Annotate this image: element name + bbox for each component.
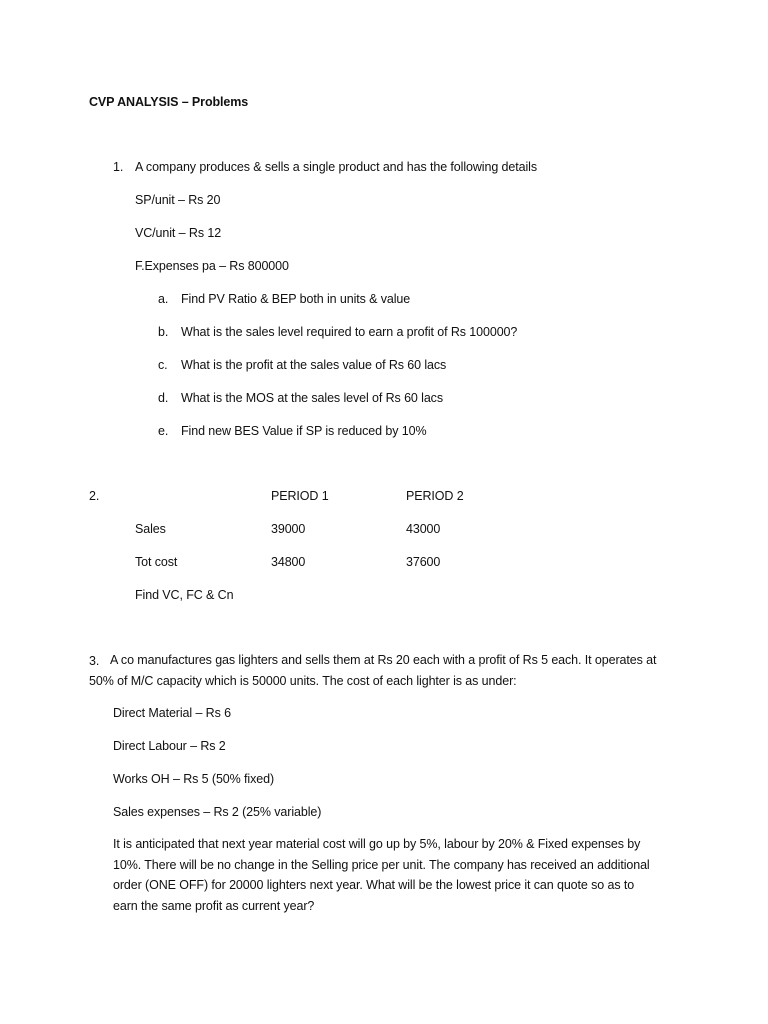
q2-number: 2.	[89, 489, 100, 503]
q1-number: 1.	[113, 160, 124, 174]
q1-part-d-text: What is the MOS at the sales level of Rs 60 lacs	[181, 391, 443, 405]
q3-cost-labour: Direct Labour – Rs 2	[113, 739, 226, 753]
q2-header-period1: PERIOD 1	[271, 489, 329, 503]
q2-row-totcost-label: Tot cost	[135, 555, 178, 569]
q2-row-sales-label: Sales	[135, 522, 166, 536]
q1-statement: A company produces & sells a single product and has the following details	[135, 160, 537, 174]
q3-cost-works-oh: Works OH – Rs 5 (50% fixed)	[113, 772, 275, 786]
q3-statement: A co manufactures gas lighters and sells them at Rs 20 each with a profit of Rs 5 each. It operates at 50% of M/C capacity which is 50000 units. The cost of each lighter is as under:	[89, 653, 657, 688]
q1-part-b-text: What is the sales level required to earn a profit of Rs 100000?	[181, 325, 518, 339]
q2-header-period2: PERIOD 2	[406, 489, 464, 503]
q2-row-sales-p2: 43000	[406, 522, 441, 536]
q1-detail-sp: SP/unit – Rs 20	[135, 193, 221, 207]
q1-part-e-text: Find new BES Value if SP is reduced by 10%	[181, 424, 427, 438]
q2-row-totcost-p2: 37600	[406, 555, 441, 569]
q3-cost-sales-exp: Sales expenses – Rs 2 (25% variable)	[113, 805, 322, 819]
q1-part-b-letter: b.	[158, 325, 169, 339]
page-title: CVP ANALYSIS – Problems	[89, 95, 249, 109]
q2-question: Find VC, FC & Cn	[135, 588, 234, 602]
q2-row-sales-p1: 39000	[271, 522, 306, 536]
q2-row-totcost-p1: 34800	[271, 555, 306, 569]
q1-part-c-text: What is the profit at the sales value of Rs 60 lacs	[181, 358, 447, 372]
q1-part-e-letter: e.	[158, 424, 169, 438]
q1-part-a-letter: a.	[158, 292, 169, 306]
q3-cost-material: Direct Material – Rs 6	[113, 706, 231, 720]
q1-detail-vc: VC/unit – Rs 12	[135, 226, 222, 240]
q3-question: It is anticipated that next year material cost will go up by 5%, labour by 20% & Fixed expenses by 10%. There will be no change in the Selling price per unit. The company has received an additional order (ONE OFF) for 20000 lighters next year. What will be the lowest price it can quote so as to earn the same profit as current year?	[113, 837, 650, 913]
q3-number: 3.	[89, 654, 100, 668]
q1-part-c-letter: c.	[158, 358, 168, 372]
q1-part-a-text: Find PV Ratio & BEP both in units & value	[181, 292, 411, 306]
q1-detail-fe: F.Expenses pa – Rs 800000	[135, 259, 289, 273]
q1-part-d-letter: d.	[158, 391, 169, 405]
